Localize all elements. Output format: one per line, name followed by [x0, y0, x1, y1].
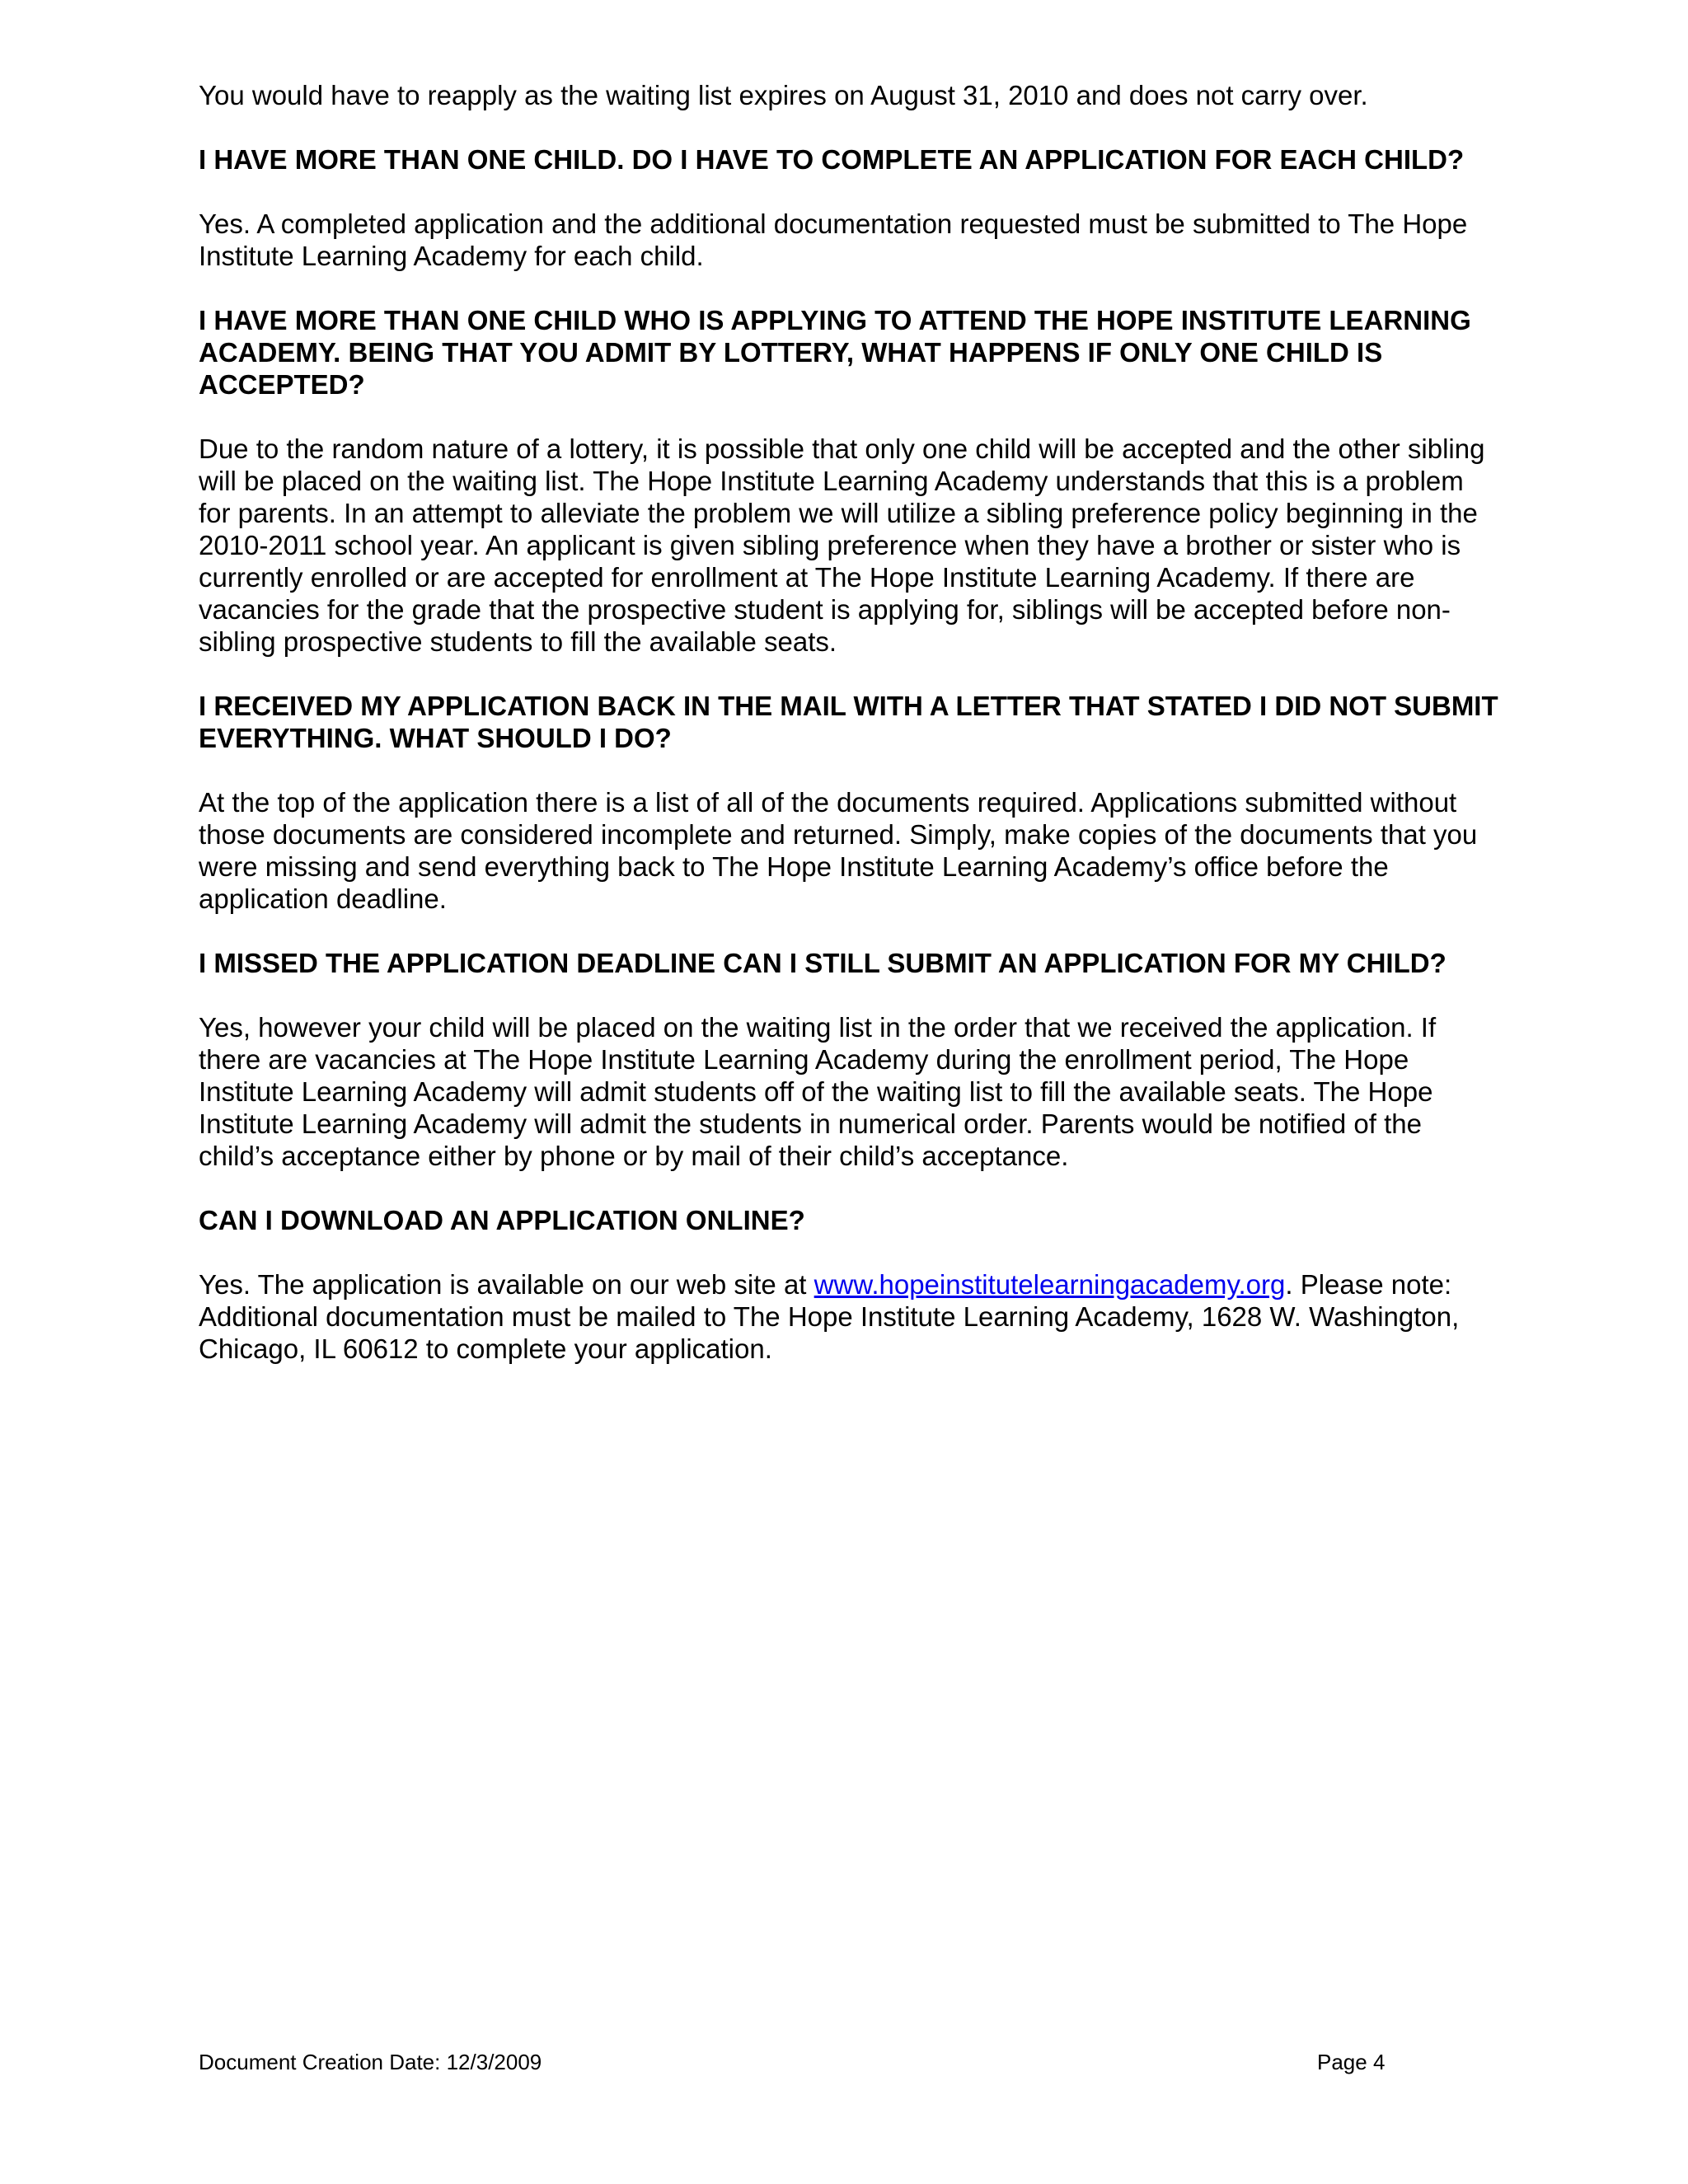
faq-answer-4: Yes, however your child will be placed on the waiting list in the order that we received the application. If there are vacancies at The Hope Institute Learning Academy during the enrollment period, The Hope Institute Learning Academy will admit students off of the waiting list to fill the available seats. The Hope Institute Learning Academy will admit the students in numerical order. Parents would be notified of the child’s acceptance either by phone or by mail of their child’s acceptance. — [199, 1012, 1437, 1171]
faq-question-3: I RECEIVED MY APPLICATION BACK IN THE MAIL WITH A LETTER THAT STATED I DID NOT SUBMIT EVERYTHING. WHAT SHOULD I DO? — [199, 691, 1498, 753]
intro-paragraph: You would have to reapply as the waiting list expires on August 31, 2010 and does not carry over. — [199, 80, 1368, 110]
faq-answer-1: Yes. A completed application and the additional documentation requested must be submitted to The Hope Institute Learning Academy for each child. — [199, 209, 1468, 271]
faq-answer-2: Due to the random nature of a lottery, it is possible that only one child will be accepted and the other sibling will be placed on the waiting list. The Hope Institute Learning Academy understands that this is a problem for parents. In an attempt to alleviate the problem we will utilize a sibling preference policy beginning in the 2010-2011 school year. An applicant is given sibling preference when they have a brother or sister who is currently enrolled or are accepted for enrollment at The Hope Institute Learning Academy. If there are vacancies for the grade that the prospective student is applying for, siblings will be accepted before non-sibling prospective students to fill the available seats. — [199, 434, 1485, 657]
faq-question-1: I HAVE MORE THAN ONE CHILD. DO I HAVE TO COMPLETE AN APPLICATION FOR EACH CHILD? — [199, 144, 1465, 175]
faq-answer-5 — [199, 1268, 1501, 1365]
faq-answer-3: At the top of the application there is a list of all of the documents required. Applications submitted without those documents are considered incomplete and returned. Simply, make copies of the documents that you were missing and send everything back to The Hope Institute Learning Academy’s office before the application deadline. — [199, 787, 1478, 914]
faq-answer-5-text-end: . Please note: Additional documentation must be mailed to The Hope Institute Learning Academy, 1628 W. Washington, Chicago, IL 60612 to complete your application. — [199, 1269, 1460, 1364]
faq-question-2: I HAVE MORE THAN ONE CHILD WHO IS APPLYING TO ATTEND THE HOPE INSTITUTE LEARNING ACADEMY. BEING THAT YOU ADMIT BY LOTTERY, WHAT HAPPENS IF ONLY ONE CHILD IS ACCEPTED? — [199, 305, 1471, 400]
document-body — [199, 79, 1501, 1397]
footer-creation-date: Document Creation Date: 12/3/2009 — [199, 2050, 542, 2074]
website-link[interactable]: www.hopeinstitutelearningacademy.org — [814, 1269, 1286, 1300]
footer-page-number: Page 4 — [1317, 2050, 1386, 2074]
faq-answer-5-text-start: Yes. The application is available on our web site at — [199, 1269, 814, 1300]
faq-question-4: I MISSED THE APPLICATION DEADLINE CAN I STILL SUBMIT AN APPLICATION FOR MY CHILD? — [199, 948, 1447, 978]
faq-question-5: CAN I DOWNLOAD AN APPLICATION ONLINE? — [199, 1205, 805, 1235]
